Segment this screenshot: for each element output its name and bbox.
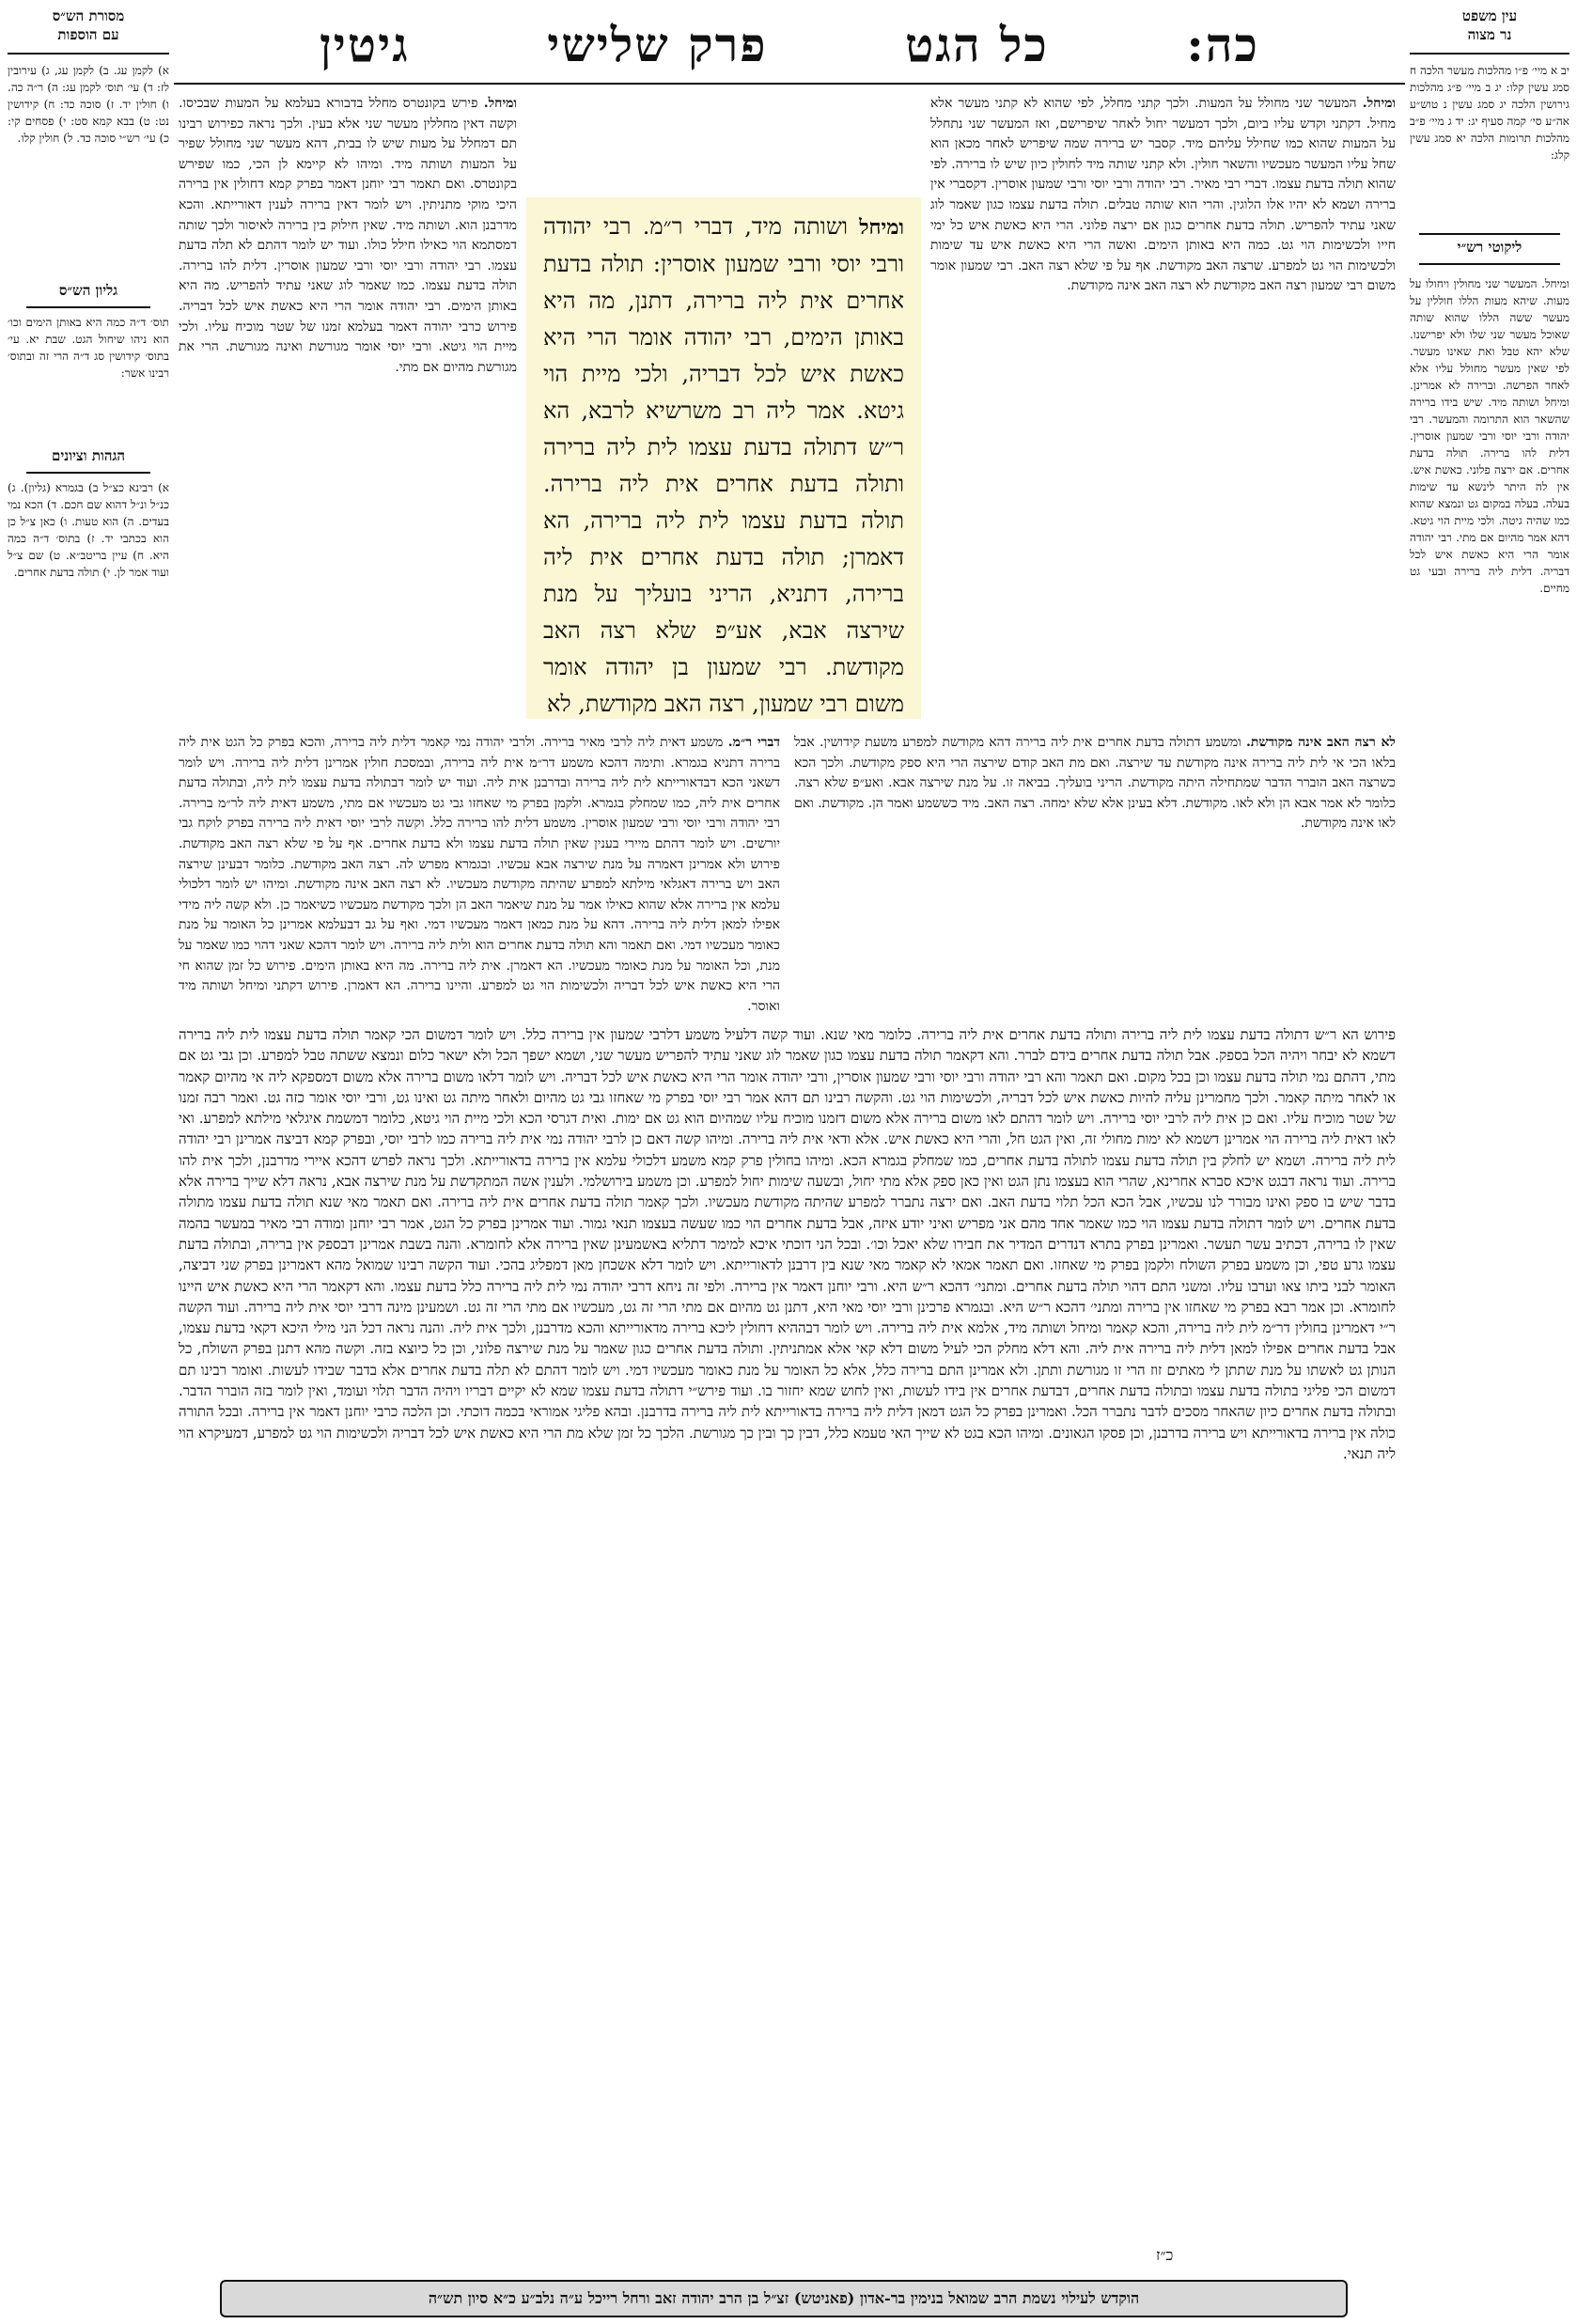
main-commentary: פירוש הא ר״ש דתולה בדעת עצמו לית ליה ברירה ותולה בדעת אחרים אית ליה ברירה. כלומר מאי שנא. ועוד קשה דלעיל משמע דלרבי שמעון אין ברירה כלל. ויש לומר דמשום הכי קאמר תולה בדעת עצמו לית ליה ברירה דשמא לא יבחר ויהיה הכל בספק. אבל תולה בדעת אחרים בידם לברר. והא דקאמר תולה בדעת עצמו כגון שאמר לוג שאני עתיד להפריש מעשר שני, ושמא ישפך הכל ולא ישאר כלום ונמצא ששתה טבל למפרע. וכן גבי גט אם מתי, דהתם נמי תולה בדעת עצמו וכן בכל מקום. ואם תאמר והא רבי יהודה ורבי יוסי ורבי שמעון אוסרין, ורבי יהודה אומר הרי היא כאשת איש לכל דבריה. ויש לומר דלאו משום ברירה אלא משום דמספקא ליה אי מהיום קאמר או לאחר מיתה קאמר. ולכך מחמרינן עליה להיות כאשת איש לכל דבריה, ולכשימות הוי גט. והקשה רבינו תם דהא אמר רבי יוסי בפרק מי שאחזו גבי גט מהיום ולאחר מיתה גט ואינו גט, ורבי יוסי אומר כזה גט. ואמר רבה זמנו של שטר מוכיח עליו. ואם כן אית ליה לרבי יוסי ברירה. ויש לומר דהתם לאו משום ברירה אלא משום דזמנו מוכיח עליו שמהיום הוא גט אם ימות. ואית דגרסי הכא ולכי מיית הוי גיטא, כלומר דמשמת איגלאי מילתא למפרע. ואי לאו דאית ליה ברירה הוי אמרינן דשמא לא ימות מחולי זה, ואין הגט חל, והרי היא כאשת איש. אלא ודאי אית ליה ברירה. ומיהו קשה דאם כן לרבי יהודה נמי אית ליה ברירה כמו לרבי יוסי, ובפרק קמא דביצה אמרינן רבי יהודה לית ליה ברירה. ושמא יש לחלק בין תולה בדעת עצמו לתולה בדעת אחרים, כמו שמחלק בגמרא הכא. ומיהו בחולין פרק קמא משמע דלכולי עלמא אין ברירה בדאורייתא. ולכך נראה לפרש דהכא איירי מדרבנן, ולכך אית להו ברירה. ועוד נראה דבגט איכא סברא אחרינא, שהרי הוא בעצמו נתן הגט ואין כאן ספק אלא מתי יחול, ובשעה שימות יחול למפרע. וכן משמע בירושלמי. ולענין אשה המתקדשת על מנת שירצה אבא, נראה דלא שייך ברירה אלא בדבר שיש בו ספק ואינו מבורר לנו עכשיו, אבל הכא הכל תלוי בדעת האב. ואם ירצה נתברר למפרע שהיתה מקודשת מעכשיו. ולכך קאמר תולה בדעת אחרים אית ליה ברירה. ואם תאמר מאי שנא תולה בדעת עצמו מתולה בדעת אחרים. ויש לומר דתולה בדעת עצמו הוי כמו שאמר אחד מהם אני מפריש ואיני יודע איזה, אבל בדעת אחרים הוי כמו שעשה בעצמו תנאי גמור. ועוד אמרינן בפרק כל הגט, אמר רבי יוחנן ומודה רבי מאיר במעשר בהמה שאין לו ברירה, דכתיב עשר תעשר. ואמרינן בפרק בתרא דנדרים המדיר את חבירו שלא יאכל וכו׳. ובכל הני דוכתי איכא למימר דתליא באשמעינן שאין ברירה אלא לחומרא. והנה בשבת אמרינן דבספק אין ברירה, ובתולה בדעת עצמו גרע טפי, וכן משמע בפרק השולח ולקמן בפרק מי שאחזו. ואם תאמר אמאי לא קאמר מאי שנא בין דרבנן לדאורייתא. ויש לומר דלא אשכחן מאן דמפליג בהכי. ועוד הקשה רבינו שמואל מהא דאמרינן בפרק שני דביצה, האומר לבני ביתו צאו וערבו עליו. ומשני התם דהוי תולה בדעת אחרים. ומתני׳ דהכא ר״ש היא. ורבי יוחנן דאמר אין ברירה. ולפי זה ניחא דרבי יהודה נמי לית ליה ברירה כלל בדעת עצמו. והא דקאמר הרי היא כאשת איש היינו לחומרא. וכן אמר רבא בפרק מי שאחזו אין ברירה ומתני׳ דהכא ר״ש היא. ובגמרא פרכינן ורבי יוסי מאי היא, דתנן גט מהיום אם מתי הרי זה גט, מעכשיו אם מתי הרי זה גט. ושמעינן מינה דרבי יוסי אית ליה ברירה. ועוד הקשה ר״י דאמרינן בחולין דר״מ לית ליה ברירה, והכא קאמר ומיחל ושותה מיד, אלמא אית ליה ברירה. ויש לומר דבההיא דחולין ליכא ברירה מדאורייתא והכא מדרבנן, ולכך אית ליה. והנה נראה דכל הני מילי היכא דקאי בדעת עצמו, אבל בדעת אחרים אפילו למאן דלית ליה ברירה אית ליה. והא דלא מחלק הכי לעיל משום דלא קאי אלא אמתניתין. ותולה בדעת אחרים כגון שאמר על מנת שירצה פלוני, וכן כל כיוצא בזה. וקשה מהא דתנן בפרק השולח, כל הנותן גט לאשתו על מנת שתתן לי מאתים זוז הרי זו מגורשת ותתן. ולא אמרינן התם ברירה כלל, אלא כל האומר על מנת כאומר מעכשיו דמי. ויש לומר דהתם לא תלה בדעת אחרים אלא בדבר שבידו לעשות. ואומר רבינו תם דמשום הכי פליגי בתולה בדעת עצמו ובתולה בדעת אחרים, דבדעת אחרים אין בידו לעשות, ואין לחוש שמא יחזור בו. ועוד פירש״י דתולה בדעת עצמו שמא לא יקיים דבריו ויהיה הדבר תלוי ועומד, ואין לומר בזה הוברר הדבר. ובתולה בדעת אחרים כיון שהאחר מסכים לדבר נתברר הכל. ואמרינן בפרק כל הגט דמאן דלית ליה ברירה בדאורייתא לית ליה ברירה בדרבנן. ובהא פליגי אמוראי בכמה דוכתי. וכן הלכה כרבי יוחנן דאמר אין ברירה. ובכל התורה כולה אין ברירה בדאורייתא ויש ברירה בדרבנן, וכן פסקו הגאונים. ומיהו הכא בגט לא שייך האי טעמא כלל, דבין כך ובין כך מגורשת. הלכך כל זמן שלא מת הרי היא כאשת איש לכל דבריה ולכשימות הוי גט למפרע, דמעיקרא הוי ליה תנאי. [179, 1026, 1396, 1462]
tosafot-lower [179, 733, 780, 1015]
page-catchword: כ״ז [1156, 2246, 1174, 2264]
gilyon-rule [26, 306, 150, 308]
hagahot-rule [26, 472, 150, 474]
perek-title: פרק שלישי [547, 16, 768, 72]
right-margin [1410, 8, 1569, 1323]
likutei-rashi-title: ליקוטי רש״י [1457, 239, 1522, 256]
masechet-title: גיטין [320, 16, 410, 72]
gilyon-text: תוס׳ ד״ה כמה היא באותן הימים וכו׳ הוא ניהו שיחול הגט. שבת יא. עי׳ בתוס׳ קידושין סג ד״ה הרי זה ובתוס׳ רבינו אשר: [8, 316, 169, 380]
hagahot-title: הגהות וציונים [51, 447, 126, 464]
gemara-first-word: ומיחל [859, 215, 904, 240]
tosafot-upper [179, 94, 517, 724]
tosafot-dibur: ומיחל. [483, 96, 517, 111]
tosafot-upper-text: פירש בקונטרס מחלל בדבורא בעלמא על המעות שבכיסו. וקשה דאין מחללין מעשר שני אלא בעין. ולכך נראה כפירוש רבינו תם דמחלל על מעות שיש לו בבית, דהא מעשר שני מחולל שפיר על המעות ושותה מיד. ומיהו לא קיימא לן הכי, כמו שפירש בקונטרס. ואם תאמר רבי יוחנן דאמר בפרק קמא דחולין אין ברירה היכי מוקי מתניתין. ויש לומר דאין ברירה לענין דאורייתא. והכא מדרבנן הוא. ושותה מיד. שאין חילוק בין ברירה לאיסור ולכך שותה דמסתמא הוי כאילו חילל כולו. ועוד יש לומר דהתם לא תלה בדעת עצמו. רבי יהודה ורבי יוסי ורבי שמעון אוסרין. דלית להו ברירה. תולה בדעת עצמו. כמו שאמר לוג שאני עתיד להפריש. מה היא באותן הימים. רבי יהודה אומר הרי היא כאשת איש לכל דבריה. פירוש כרבי יהודה דאמר בעלמא זמנו של שטר מוכיח עליו. ולכי מיית הוי גיטא. ורבי יוסי אומר מגורשת ואינה מגורשת. הרי את מגורשת מהיום אם מתי. [179, 96, 517, 375]
ein-mishpat-title: עין משפט נר מצוה [1461, 8, 1518, 43]
rashi-lower-text: ומשמע דתולה בדעת אחרים אית ליה ברירה דהא מקודשת למפרע משעת קידושין. אבל בלאו הכי אי לית ליה ברירה אינה מקודשת עד שירצה. ואם מת האב קודם שירצה הרי היא ספק מקודשת. ולכך הכא כשרצה האב הוברר הדבר שמתחילה היתה מקודשת. הריני בועליך. בביאה זו. על מנת שירצה אבא. ואע״פ שלא רצה. כלומר לא אמר אבא הן ולא לאו. מקודשת. דלא בעינן אלא שלא ימחה. רצה האב. מיד כששמע ואמר הן. מקודשת. ואם לאו אינה מקודשת. [794, 735, 1396, 832]
mesoret-text: א) לקמן עג. ב) לקמן עג, ג) עירובין לז: ד) עי׳ תוס׳ לקמן עג: ה) ר״ה כה. ו) חולין יד. ז) סוכה כד: ח) קידושין נט: ט) בבא קמא סט: י) פסחים קי: כ) עי׳ רש״י סוכה כד. ל) חולין קלו. [8, 64, 169, 145]
rashi-upper-text: המעשר שני מחולל על המעות. ולכך קתני מחלל, לפי שהוא לא קתני מעשר אלא מחיל. דקתני וקדש עליו ביום, ולכך דמעשר יחול לאחר שיפרישם, ואז המעשר שני נתחלל על המעות שהוא כמו שחילל עליהם מיד. קסבר יש ברירה שמה שיפריש לאחר מכאן הוא שחל עליו המעשר מעכשיו והשאר חולין. ולא קתני שותה מיד לחולין כיון שיש לו ברירה. לפי שהוא תולה בדעת עצמו. דברי רבי מאיר. רבי יהודה ורבי יוסי ורבי שמעון אוסרין. דקסברי אין ברירה ושמא לא יהיו אלו הלוגין. והרי הוא שותה טבלים. תולה בדעת עצמו כגון שאמר לוג שאני עתיד להפריש. תולה בדעת אחרים כגון אם ירצה פלוני. הרי היא כאשת איש כל ימי חייו ולכשימות הוי גט. כמה היא באותן הימים. ואשה הרי היא כאשת איש עד שימות ולכשימות הוי גט למפרע. שרצה האב מקודשת. אף על פי שלא רצה האב. רבי שמעון אומר משום רבי שמעון רצה האב מקודשת לא רצה האב אינה מקודשת. [930, 96, 1396, 294]
ein-mishpat-text: יב א מיי׳ פ״ו מהלכות מעשר הלכה ח סמג עשין קלו: יג ב מיי׳ פ״ג מהלכות גירושין הלכה יג סמג עשין נ טוש״ע אה״ע סי׳ קמה סעיף יג: יד ג מיי׳ פ״ב מהלכות תרומות הלכה יא סמג עשין קלג: [1410, 64, 1569, 162]
gilyon-title: גליון הש״ס [58, 282, 118, 299]
mesoret-title: מסורת הש״ס עם הוספות [52, 8, 125, 43]
ein-mishpat-rule [1410, 53, 1569, 55]
gemara-main-text [526, 197, 921, 719]
rashi-lower [794, 733, 1396, 1015]
tractate-part: כל הגט [905, 16, 1049, 72]
tosafot-lower-dibur: דברי ר״מ. [727, 735, 780, 750]
daf-number: כה: [1186, 16, 1259, 72]
dedication-banner: הוקדש לעילוי נשמת הרב שמואל בנימין בר-אדון (פאניטש) זצ״ל בן הרב יהודה זאב ורחל רייכל ע״ה נלב״ע כ״א סיון תש״ה [220, 2280, 1348, 2317]
likutei-rashi-text: ומיחל. המעשר שני מחולין ויחולו על מעות. שיהא מעות הללו חוללין על מעשר ששה הללו שהוא שותה שאוכל מעשר שני שלו ולא יפרישנו. שלא יהא טבל ואת שאינו מעשר. לפי שאין מעשר מחולל עליו אלא לאחר הפרשה. וברירה לא אמרינן. ומיחל ושותה מיד. שיש בידו ברירה שהשאר הוא התרומה והמעשר. רבי יהודה ורבי יוסי ורבי שמעון אוסרין. דלית להו ברירה. תולה בדעת אחרים. אם ירצה פלוני. כאשת איש. אין לה היתר לינשא עד שימות בעלה. בעלה במקום גט ונמצא שהוא כמו שהיה גיטה. ולכי מיית הוי גיטא. דהא אמר מהיום אם מתי. רבי יהודה אומר הרי היא כאשת איש לכל דבריה. דלית ליה ברירה ובעי גט מחיים. [1410, 277, 1569, 595]
page-header [320, 11, 1259, 77]
hagahot-text: א) רבינא כצ״ל ב) בגמרא (גליון). ג) כנ״ל ונ״ל דהוא שם חכם. ד) הכא נמי בעדים. ה) הוא טעות. ו) כאן צ״ל כן הוא בכתבי יד. ז) בתוס׳ ד״ה כמה היא. ח) עיין בריטב״א. ט) שם צ״ל ועוד אמר לן. י) תולה בדעת אחרים. [8, 481, 169, 579]
likutei-rule-top [1419, 233, 1560, 235]
rashi-upper [930, 94, 1396, 724]
rashi-dibur: ומיחל. [1362, 96, 1396, 111]
header-rule [174, 83, 1405, 85]
rashi-lower-dibur: לא רצה האב אינה מקודשת. [1245, 735, 1396, 750]
gemara-text: ושותה מיד, דברי ר״מ. רבי יהודה ורבי יוסי ורבי שמעון אוסרין: תולה בדעת אחרים אית ליה ברירה, דתנן, מה היא באותן הימים, רבי יהודה אומר הרי היא כאשת איש לכל דבריה, ולכי מיית הוי גיטא. אמר ליה רב משרשיא לרבא, הא ר״ש דתולה בדעת עצמו לית ליה ברירה ותולה בדעת אחרים אית ליה ברירה. תולה בדעת עצמו לית ליה ברירה, הא דאמרן; תולה בדעת אחרים אית ליה ברירה, דתניא, הריני בועליך על מנת שירצה אבא, אע״פ שלא רצה האב מקודשת. רבי שמעון בן יהודה אומר משום רבי שמעון, רצה האב מקודשת, לא [543, 213, 904, 717]
left-margin [8, 8, 169, 1041]
likutei-rule-bottom [1419, 263, 1560, 265]
mesoret-rule [8, 53, 169, 55]
tosafot-lower-text: משמע דאית ליה לרבי מאיר ברירה. ולרבי יהודה נמי קאמר דלית ליה ברירה, והכא בפרק כל הגט אית ליה ברירה דתניא בגמרא. ותימה דהכא משמע דר״מ אית ליה ברירה, ובמסכת חולין אמרינן דלית ליה ברירה. ויש לומר דשאני הכא דבדאורייתא לית ליה ברירה ובדרבנן אית ליה. ועוד יש לומר דבתולה בדעת עצמו לית ליה, ובתולה בדעת אחרים אית ליה, כמו שמחלק בגמרא. ולקמן בפרק מי שאחזו גבי גט מעכשיו אם מתי, משמע דאית ליה לר״מ ברירה. רבי יהודה ורבי יוסי ורבי שמעון אוסרין. משמע דלית להו ברירה כלל. וקשה לרבי יוסי דאית ליה ברירה בפרק לוקח גבי יורשים. ויש לומר דהתם מיירי בענין שאין תולה בדעת עצמו ולא בדעת אחרים. אף על פי שלא רצה האב מקודשת. פירוש ולא אמרינן דאמרה על מנת שירצה אבא עכשיו. ובגמרא מפרש לה. רצה האב מקודשת. כלומר דבעינן שירצה האב ויש ברירה דאגלאי מילתא למפרע שהיתה מקודשת מעכשיו. לא רצה האב אינה מקודשת. ומיהו יש לומר דלכולי עלמא אין ברירה אלא שהוא כאילו אמר על מנת שיאמר האב הן ולכך מקודשת מעכשיו כשיאמר כן. ולא קשה ליה מידי אפילו למאן דלית ליה ברירה. דהא על מנת כמאן דאמר מעכשיו דמי. ואף על גב דבעלמא אמרינן כל האומר על מנת כאומר מעכשיו דמי. ואם תאמר והא תולה בדעת אחרים הוא ולית ליה ברירה. ויש לומר דהכא שאני דהוי כמו שאמר על מנת, וכל האומר על מנת כאומר מעכשיו. הא דאמרן. אית ליה ברירה. מה היא באותן הימים. פירוש כל זמן שהוא חי הרי היא כאשת איש לכל דבריה ולכשימות הוי גט למפרע. והיינו ברירה. הא דאמרן. פירוש דקתני ומיחל ושותה מיד ואוסר. [179, 735, 780, 1014]
